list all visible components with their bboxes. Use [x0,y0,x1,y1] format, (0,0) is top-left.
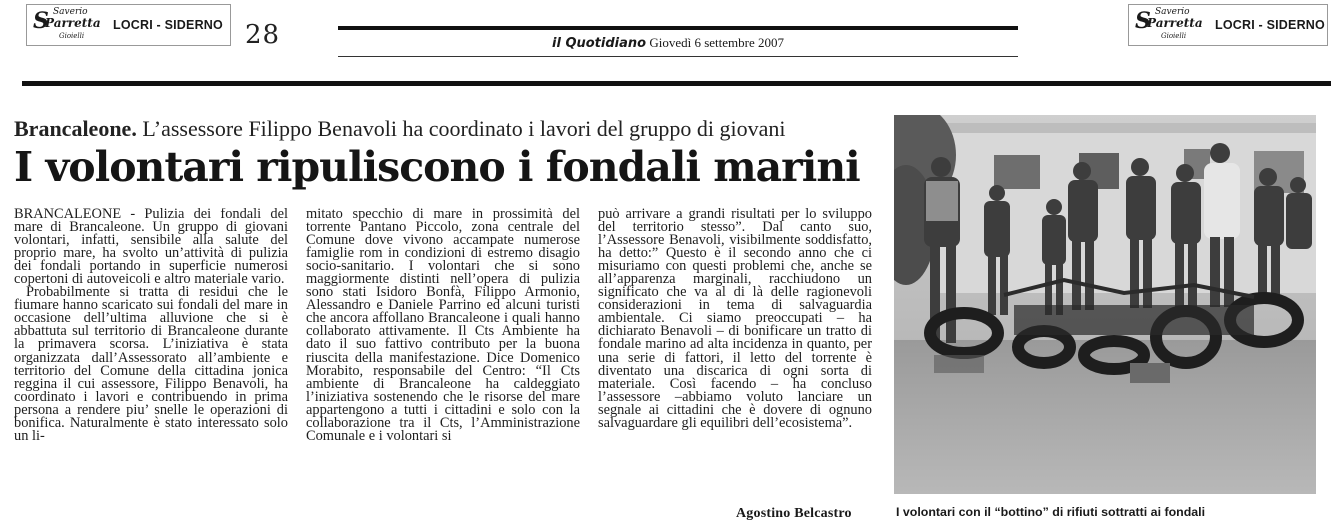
paragraph: può arrivare a grandi risultati per lo sviluppo del territorio stesso”. Dal canto suo, l’Assessore Benavoli, visibilmente soddisfatto, ha detto:” Questo è il secondo anno che ci misuriamo con questi problemi che, anche se all’apparenza marginali, racchiudono un significato che va al di là delle ragionevoli considerazioni in tema di salvaguardia ambientale. Ci siamo preoccupati – ha dichiarato Benavoli – di bonificare un tratto di fondale marino ad alta incidenza in quanto, per una serie di fattori, il letto del torrente è diventato una discarica di ogni sorta di materiale. Così facendo – ha concluso l’assessore –abbiamo voluto lanciare un segnale ai cittadini che è dovere di ognuno salvaguardare gli equilibri dell’ecosistema”. [598,208,872,431]
jeweler-logo: S Saverio Parretta Gioielli [33,7,101,40]
page-divider-rule [22,81,1331,86]
article-headline: I volontari ripuliscono i fondali marini [14,143,860,191]
advertisement-left [26,4,231,46]
jeweler-logo: S Saverio Parretta Gioielli [1135,7,1203,40]
ad-location: LOCRI - SIDERNO [113,18,223,32]
article-kicker [14,116,786,142]
masthead [552,35,784,51]
photo-caption: I volontari con il “bottino” di rifiuti sottratti ai fondali [896,505,1206,519]
paragraph: Probabilmente si tratta di residui che le fiumare hanno scaricato sui fondali del mare in occasione dell’ultima alluvione che si è abbattuta sul territorio di Brancaleone durante la primavera scorsa. L’iniziativa è stata organizzata dall’Assessorato all’ambiente e territorio del Comune della cittadina jonica reggina il cui assessore, Filippo Benavoli, ha coordinato i lavori e contribuendo in prima persona a rendere piu’ snelle le operazioni di bonifica. Naturalmente è stato interessato solo un li- [14,284,288,444]
ad-location: LOCRI - SIDERNO [1215,18,1325,32]
kicker-place: Brancaleone. [14,116,137,141]
issue-date: Giovedì 6 settembre 2007 [649,35,784,50]
header-rule-top [338,26,1018,30]
kicker-text: L’assessore Filippo Benavoli ha coordinato i lavori del gruppo di giovani [136,116,786,141]
header-rule-bottom [338,56,1018,57]
paragraph: mitato specchio di mare in prossimità del torrente Pantano Piccolo, zona centrale del Comune dove vivono accampate numerose famiglie rom in condizioni di estremo disagio socio-sanitario. I volontari che si sono maggiormente distinti nell’opera di pulizia sono stati Isidoro Bonfà, Filippo Armonio, Alessandro e Daniele Parrino ed alcuni turisti che ancora affollano Brancaleone i quali hanno collaborato attivamente. Il Cts Ambiente ha dato il suo fattivo contributo per la buona riuscita della manifestazione. Dice Domenico Morabito, responsabile del Centro: “Il Cts ambiente di Brancaleone ha caldeggiato l’iniziativa sostenendo che le risorse del mare appartengono a tutti i cittadini e solo con la collaborazione tra il Cts, l’Amministrazione Comunale e i volontari si [306,208,580,444]
advertisement-right [1128,4,1328,46]
volunteers-photo [894,115,1316,494]
article-column-1 [14,208,288,518]
newspaper-name: il Quotidiano [552,36,647,51]
paragraph: BRANCALEONE - Pulizia dei fondali del mare di Brancaleone. Un gruppo di giovani volontari, infatti, sensibile alla salute del proprio mare, ha svolto un’attività di pulizia dei fondali portando in superficie numerosi copertoni di autoveicoli e altro materiale vario. [14,208,288,288]
article-column-2 [306,208,580,518]
article-column-3 [598,208,872,500]
article-byline: Agostino Belcastro [736,506,852,521]
page-number: 28 [245,20,281,50]
